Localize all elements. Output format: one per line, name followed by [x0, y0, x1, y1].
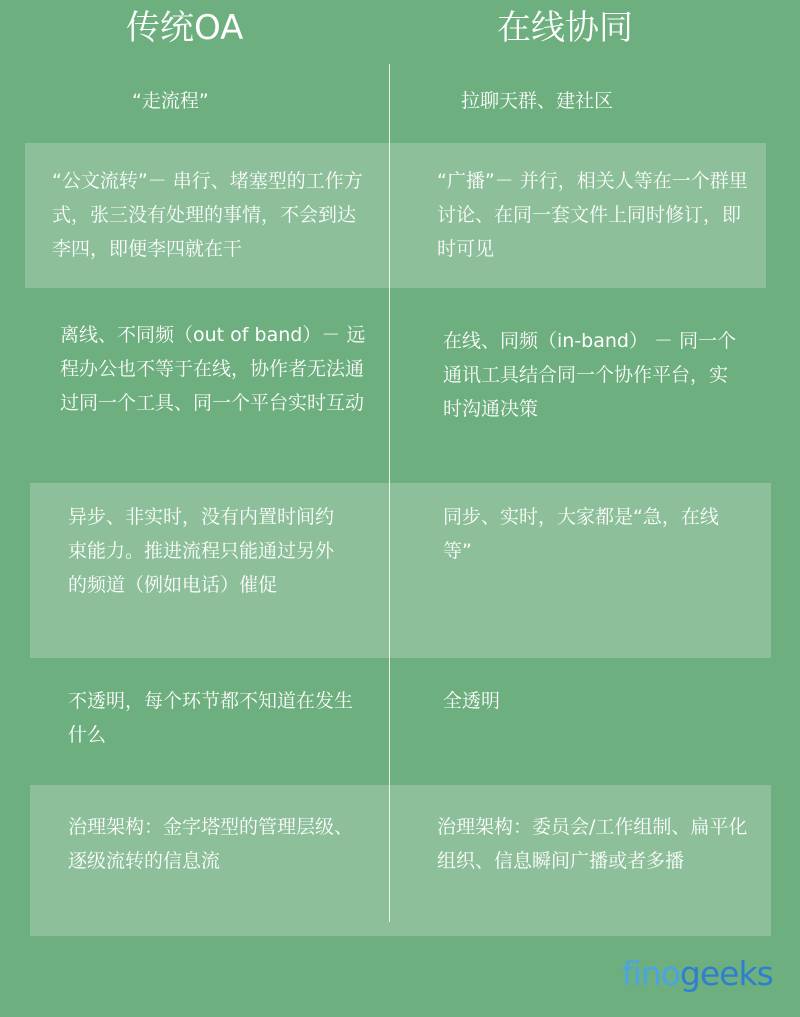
traditional-oa-cell: 异步、非实时，没有内置时间约束能力。推进流程只能通过另外的频道（例如电话）催促 — [68, 506, 335, 596]
traditional-oa-cell: “走流程” — [132, 90, 209, 112]
logo-text-b: geeks — [679, 954, 773, 993]
online-collab-cell: 同步、实时，大家都是“急，在线等” — [443, 506, 719, 562]
online-collab-cell: 治理架构：委员会/工作组制、扁平化组织、信息瞬间广播或者多播 — [437, 816, 748, 872]
online-collab-cell: 全透明 — [443, 690, 501, 712]
online-collab-cell: “广播”－ 并行，相关人等在一个群里讨论、在同一套文件上同时修订，即时可见 — [437, 170, 748, 260]
right-column-title: 在线协同 — [497, 8, 633, 48]
traditional-oa-cell: 治理架构：金字塔型的管理层级、逐级流转的信息流 — [68, 816, 354, 872]
left-column-title: 传统OA — [126, 8, 244, 48]
online-collab-cell: 在线、同频（in-band） － 同一个通讯工具结合同一个协作平台，实时沟通决策 — [443, 330, 737, 420]
traditional-oa-cell: 离线、不同频（out of band）－ 远程办公也不等于在线，协作者无法通过同一个工具、同一个平台实时互动 — [60, 324, 366, 414]
logo-text-a: fino — [622, 954, 680, 993]
finogeeks-logo — [622, 950, 772, 998]
online-collab-cell: 拉聊天群、建社区 — [461, 90, 614, 112]
traditional-oa-cell: “公文流转”－ 串行、堵塞型的工作方式，张三没有处理的事情，不会到达李四，即便李四就在干 — [52, 170, 363, 260]
traditional-oa-cell: 不透明，每个环节都不知道在发生什么 — [68, 690, 354, 746]
column-divider — [389, 64, 390, 922]
